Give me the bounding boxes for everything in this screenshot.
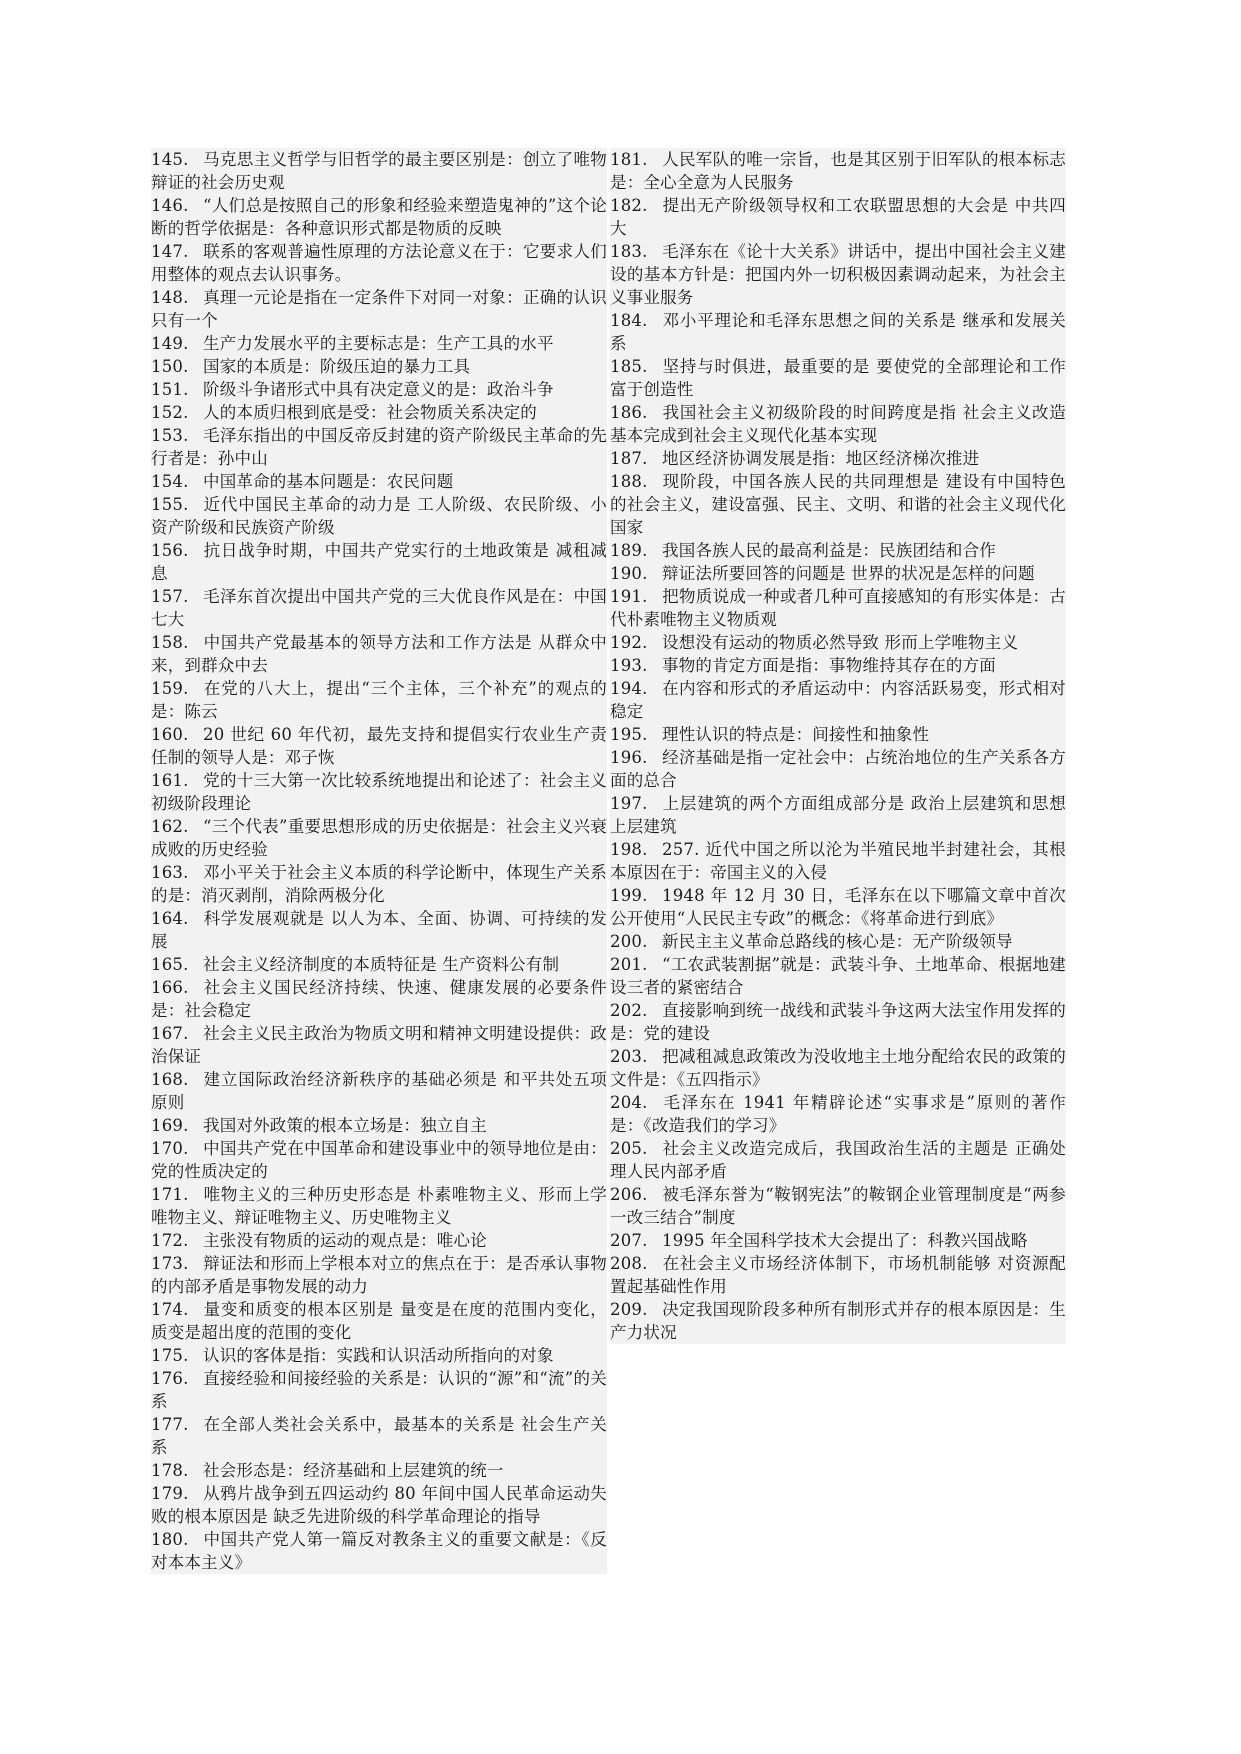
question-text: 中国共产党最基本的领导方法和工作方法是 从群众中来，到群众中去 (151, 633, 607, 675)
question-number: 167. (151, 1024, 189, 1043)
question-text: 毛泽东首次提出中国共产党的三大优良作风是在：中国七大 (151, 587, 607, 629)
question-number: 172. (151, 1231, 189, 1250)
question-number: 169. (151, 1116, 189, 1135)
question-number: 180. (151, 1530, 189, 1549)
question-number: 152. (151, 403, 189, 422)
question-text: 直接影响到统一战线和武装斗争这两大法宝作用发挥的是：党的建设 (610, 1001, 1066, 1043)
question-text: 决定我国现阶段多种所有制形式并存的根本原因是：生产力状况 (610, 1300, 1066, 1342)
question-number: 164. (151, 909, 189, 928)
question-entry (610, 148, 1066, 194)
question-text: 人的本质归根到底是受：社会物质关系决定的 (203, 403, 537, 422)
question-entry (151, 723, 607, 769)
question-entry (610, 1091, 1066, 1137)
question-number: 161. (151, 771, 189, 790)
question-text: 党的十三大第一次比较系统地提出和论述了：社会主义初级阶段理论 (151, 771, 607, 813)
question-text: 中国革命的基本问题是：农民问题 (203, 472, 454, 491)
question-entry (610, 585, 1066, 631)
question-number: 163. (151, 863, 189, 882)
question-entry (610, 1137, 1066, 1183)
question-number: 186. (610, 403, 648, 422)
question-number: 191. (610, 587, 648, 606)
question-entry (151, 424, 607, 470)
question-entry (151, 470, 607, 493)
question-entry (151, 815, 607, 861)
question-number: 201. (610, 955, 648, 974)
question-number: 209. (610, 1300, 648, 1319)
question-number: 179. (151, 1484, 189, 1503)
question-text: 把减租减息政策改为没收地主土地分配给农民的政策的文件是：《五四指示》 (610, 1047, 1066, 1089)
question-entry (151, 1137, 607, 1183)
question-number: 197. (610, 794, 648, 813)
question-text: 我国社会主义初级阶段的时间跨度是指 社会主义改造基本完成到社会主义现代化基本实现 (610, 403, 1066, 445)
question-number: 173. (151, 1254, 189, 1273)
question-number: 204. (610, 1093, 648, 1112)
question-text: 邓小平理论和毛泽东思想之间的关系是 继承和发展关系 (610, 311, 1066, 353)
question-text: 在党的八大上，提出“三个主体，三个补充”的观点的是：陈云 (151, 679, 607, 721)
question-number: 193. (610, 656, 648, 675)
question-text: 直接经验和间接经验的关系是：认识的“源”和“流”的关系 (151, 1369, 607, 1411)
question-number: 159. (151, 679, 189, 698)
question-number: 176. (151, 1369, 189, 1388)
question-text: 真理一元论是指在一定条件下对同一对象：正确的认识只有一个 (151, 288, 607, 330)
question-text: 中国共产党人第一篇反对教条主义的重要文献是：《反对本本主义》 (151, 1530, 607, 1572)
question-entry (610, 884, 1066, 930)
question-number: 199. (610, 886, 648, 905)
question-number: 206. (610, 1185, 648, 1204)
question-entry (610, 309, 1066, 355)
question-number: 147. (151, 242, 189, 261)
question-text: 从鸦片战争到五四运动约 80 年间中国人民革命运动失败的根本原因是 缺乏先进阶级的科学革命理论的指导 (151, 1484, 607, 1526)
question-text: “人们总是按照自己的形象和经验来塑造鬼神的”这个论断的哲学依据是：各种意识形式都是物质的反映 (151, 196, 607, 238)
question-text: 国家的本质是：阶级压迫的暴力工具 (203, 357, 471, 376)
question-entry (151, 1482, 607, 1528)
question-text: 毛泽东指出的中国反帝反封建的资产阶级民主革命的先行者是：孙中山 (151, 426, 607, 468)
question-text: 我国对外政策的根本立场是：独立自主 (203, 1116, 487, 1135)
question-number: 157. (151, 587, 189, 606)
question-entry (151, 332, 607, 355)
question-entry (610, 953, 1066, 999)
question-entry (151, 194, 607, 240)
question-entry (151, 240, 607, 286)
question-entry (151, 1413, 607, 1459)
question-text: 社会主义经济制度的本质特征是 生产资料公有制 (203, 955, 560, 974)
question-number: 181. (610, 150, 648, 169)
question-entry (610, 562, 1066, 585)
question-entry (610, 539, 1066, 562)
question-number: 153. (151, 426, 189, 445)
question-text: 抗日战争时期，中国共产党实行的土地政策是 减租减息 (151, 541, 607, 583)
question-entry (151, 286, 607, 332)
question-entry (610, 470, 1066, 539)
question-number: 187. (610, 449, 648, 468)
question-text: 毛泽东在《论十大关系》讲话中，提出中国社会主义建设的基本方针是：把国内外一切积极因素调动起来，为社会主义事业服务 (610, 242, 1066, 307)
question-entry (610, 1045, 1066, 1091)
question-text: “三个代表”重要思想形成的历史依据是：社会主义兴衰成败的历史经验 (151, 817, 607, 859)
question-text: 邓小平关于社会主义本质的科学论断中，体现生产关系的是：消灭剥削，消除两极分化 (151, 863, 607, 905)
question-text: 257. 近代中国之所以沦为半殖民地半封建社会，其根本原因在于：帝国主义的入侵 (610, 840, 1066, 882)
question-number: 200. (610, 932, 648, 951)
question-number: 168. (151, 1070, 189, 1089)
question-entry (151, 401, 607, 424)
question-entry (610, 447, 1066, 470)
question-entry (151, 1229, 607, 1252)
right-column (610, 148, 1066, 1344)
question-number: 192. (610, 633, 648, 652)
question-number: 175. (151, 1346, 189, 1365)
question-text: 现阶段，中国各族人民的共同理想是 建设有中国特色的社会主义，建设富强、民主、文明、和谐的社会主义现代化国家 (610, 472, 1066, 537)
question-text: 建立国际政治经济新秩序的基础必须是 和平共处五项原则 (151, 1070, 607, 1112)
question-number: 145. (151, 150, 189, 169)
question-entry (151, 1022, 607, 1068)
question-text: 量变和质变的根本区别是 量变是在度的范围内变化，质变是超出度的范围的变化 (151, 1300, 607, 1342)
question-text: 联系的客观普遍性原理的方法论意义在于：它要求人们用整体的观点去认识事务。 (151, 242, 607, 284)
question-text: 毛泽东在 1941 年精辟论述“实事求是”原则的著作是：《改造我们的学习》 (610, 1093, 1066, 1135)
question-number: 198. (610, 840, 648, 859)
question-number: 205. (610, 1139, 648, 1158)
question-text: 在社会主义市场经济体制下，市场机制能够 对资源配置起基础性作用 (610, 1254, 1066, 1296)
question-number: 160. (151, 725, 189, 744)
question-entry (151, 769, 607, 815)
question-entry (610, 631, 1066, 654)
question-entry (151, 1298, 607, 1344)
question-entry (151, 677, 607, 723)
question-entry (151, 1252, 607, 1298)
question-text: 理性认识的特点是：间接性和抽象性 (662, 725, 930, 744)
question-entry (151, 539, 607, 585)
question-text: 阶级斗争诸形式中具有决定意义的是：政治斗争 (203, 380, 554, 399)
question-entry (610, 792, 1066, 838)
question-entry (610, 746, 1066, 792)
question-number: 202. (610, 1001, 648, 1020)
question-text: 社会主义改造完成后，我国政治生活的主题是 正确处理人民内部矛盾 (610, 1139, 1066, 1181)
question-number: 166. (151, 978, 189, 997)
question-text: 事物的肯定方面是指：事物维持其存在的方面 (662, 656, 996, 675)
question-text: 地区经济协调发展是指：地区经济梯次推进 (662, 449, 980, 468)
question-number: 194. (610, 679, 648, 698)
question-number: 156. (151, 541, 189, 560)
question-text: 坚持与时俱进，最重要的是 要使党的全部理论和工作富于创造性 (610, 357, 1066, 399)
question-number: 184. (610, 311, 648, 330)
question-text: 提出无产阶级领导权和工农联盟思想的大会是 中共四大 (610, 196, 1066, 238)
question-text: 社会形态是：经济基础和上层建筑的统一 (203, 1461, 504, 1480)
question-entry (610, 999, 1066, 1045)
question-entry (151, 976, 607, 1022)
question-number: 162. (151, 817, 189, 836)
question-entry (151, 907, 607, 953)
question-number: 207. (610, 1231, 648, 1250)
question-entry (151, 953, 607, 976)
question-entry (151, 1114, 607, 1137)
question-number: 174. (151, 1300, 189, 1319)
question-number: 188. (610, 472, 648, 491)
question-entry (151, 148, 607, 194)
question-entry (151, 1459, 607, 1482)
question-text: 认识的客体是指：实践和认识活动所指向的对象 (203, 1346, 554, 1365)
question-text: 新民主主义革命总路线的核心是：无产阶级领导 (662, 932, 1013, 951)
question-number: 183. (610, 242, 648, 261)
question-entry (151, 378, 607, 401)
question-number: 170. (151, 1139, 189, 1158)
question-number: 149. (151, 334, 189, 353)
question-text: 我国各族人民的最高利益是：民族团结和合作 (662, 541, 996, 560)
question-text: 在内容和形式的矛盾运动中：内容活跃易变，形式相对稳定 (610, 679, 1066, 721)
question-number: 171. (151, 1185, 189, 1204)
question-number: 196. (610, 748, 648, 767)
question-entry (610, 930, 1066, 953)
question-text: 1995 年全国科学技术大会提出了：科教兴国战略 (662, 1231, 1028, 1250)
question-entry (151, 493, 607, 539)
question-text: 20 世纪 60 年代初，最先支持和提倡实行农业生产责任制的领导人是：邓子恢 (151, 725, 607, 767)
question-number: 190. (610, 564, 648, 583)
question-entry (151, 861, 607, 907)
question-number: 185. (610, 357, 648, 376)
question-text: 科学发展观就是 以人为本、全面、协调、可持续的发展 (151, 909, 607, 951)
question-entry (151, 1367, 607, 1413)
question-text: 经济基础是指一定社会中：占统治地位的生产关系各方面的总合 (610, 748, 1066, 790)
question-entry (610, 1229, 1066, 1252)
question-entry (610, 838, 1066, 884)
question-number: 148. (151, 288, 189, 307)
question-text: 社会主义国民经济持续、快速、健康发展的必要条件是：社会稳定 (151, 978, 607, 1020)
question-text: 唯物主义的三种历史形态是 朴素唯物主义、形而上学唯物主义、辩证唯物主义、历史唯物主义 (151, 1185, 607, 1227)
question-entry (151, 1068, 607, 1114)
question-entry (151, 631, 607, 677)
question-entry (151, 1344, 607, 1367)
question-entry (151, 355, 607, 378)
question-text: 在全部人类社会关系中，最基本的关系是 社会生产关系 (151, 1415, 607, 1457)
question-text: 马克思主义哲学与旧哲学的最主要区别是：创立了唯物辩证的社会历史观 (151, 150, 607, 192)
question-number: 154. (151, 472, 189, 491)
question-text: 设想没有运动的物质必然导致 形而上学唯物主义 (662, 633, 1019, 652)
question-entry (610, 1298, 1066, 1344)
question-number: 189. (610, 541, 648, 560)
question-entry (610, 677, 1066, 723)
question-number: 178. (151, 1461, 189, 1480)
question-number: 150. (151, 357, 189, 376)
question-number: 158. (151, 633, 189, 652)
question-entry (151, 585, 607, 631)
question-entry (610, 1252, 1066, 1298)
question-text: 人民军队的唯一宗旨，也是其区别于旧军队的根本标志是：全心全意为人民服务 (610, 150, 1066, 192)
question-number: 146. (151, 196, 189, 215)
question-entry (610, 1183, 1066, 1229)
question-text: 1948 年 12 月 30 日，毛泽东在以下哪篇文章中首次公开使用“人民民主专政”的概念：《将革命进行到底》 (610, 886, 1066, 928)
question-entry (151, 1183, 607, 1229)
question-number: 151. (151, 380, 189, 399)
question-number: 208. (610, 1254, 648, 1273)
left-column (151, 148, 607, 1574)
question-text: 社会主义民主政治为物质文明和精神文明建设提供：政治保证 (151, 1024, 607, 1066)
question-text: 被毛泽东誉为“鞍钢宪法”的鞍钢企业管理制度是“两参一改三结合”制度 (610, 1185, 1066, 1227)
question-entry (610, 355, 1066, 401)
question-text: 近代中国民主革命的动力是 工人阶级、农民阶级、小资产阶级和民族资产阶级 (151, 495, 607, 537)
question-text: 辩证法所要回答的问题是 世界的状况是怎样的问题 (662, 564, 1035, 583)
question-text: “工农武装割据”就是：武装斗争、土地革命、根据地建设三者的紧密结合 (610, 955, 1066, 997)
question-text: 生产力发展水平的主要标志是：生产工具的水平 (203, 334, 554, 353)
question-entry (610, 240, 1066, 309)
question-number: 177. (151, 1415, 189, 1434)
question-text: 辩证法和形而上学根本对立的焦点在于：是否承认事物的内部矛盾是事物发展的动力 (151, 1254, 607, 1296)
question-text: 把物质说成一种或者几种可直接感知的有形实体是：古代朴素唯物主义物质观 (610, 587, 1066, 629)
question-entry (610, 723, 1066, 746)
question-entry (151, 1528, 607, 1574)
question-number: 182. (610, 196, 648, 215)
question-text: 上层建筑的两个方面组成部分是 政治上层建筑和思想上层建筑 (610, 794, 1066, 836)
question-number: 165. (151, 955, 189, 974)
question-number: 195. (610, 725, 648, 744)
question-entry (610, 401, 1066, 447)
question-number: 203. (610, 1047, 648, 1066)
question-text: 中国共产党在中国革命和建设事业中的领导地位是由：党的性质决定的 (151, 1139, 607, 1181)
question-entry (610, 654, 1066, 677)
question-text: 主张没有物质的运动的观点是：唯心论 (203, 1231, 487, 1250)
question-entry (610, 194, 1066, 240)
question-number: 155. (151, 495, 189, 514)
